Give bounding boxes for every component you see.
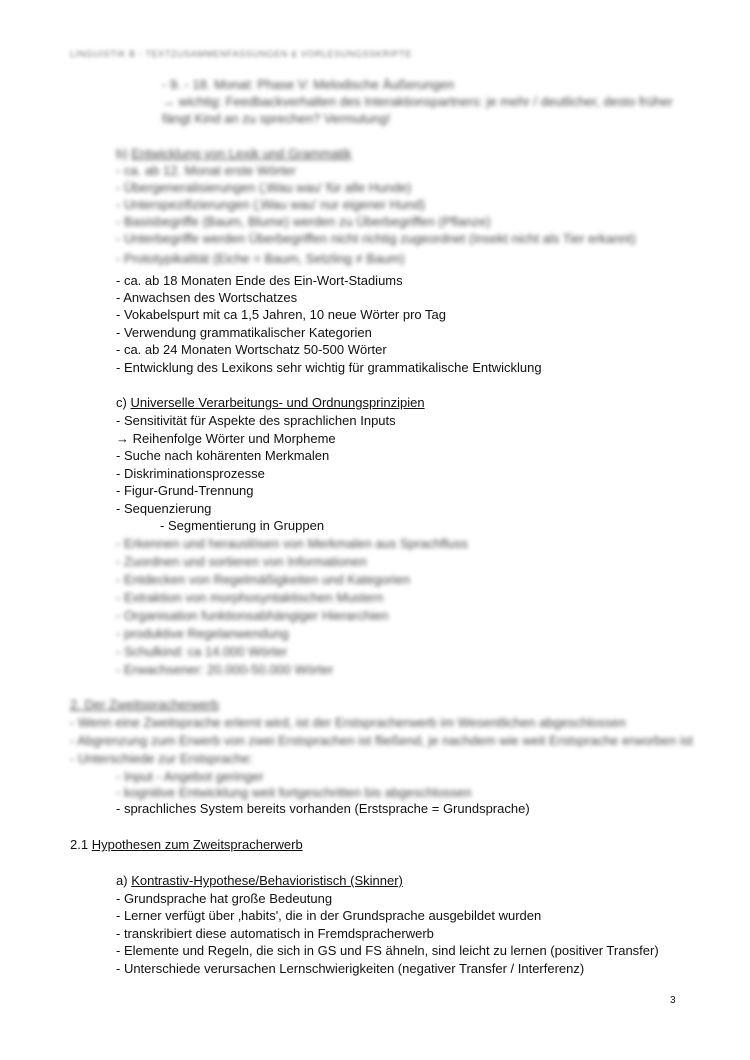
section-2-1-title: Hypothesen zum Zweitspracherwerb (91, 837, 303, 852)
section-a-heading (116, 872, 403, 889)
blurred-line: → wichtig: Feedbackverhalten des Interaktionspartners: je mehr / deutlicher, desto früher (162, 94, 673, 109)
blurred-line: - Prototypikalität (Eiche = Baum, Setzling ≠ Baum) (116, 251, 405, 266)
document-header: LINGUISTIK B - TEXTZUSAMMENFASSUNGEN & VORLESUNGSSKRIPTE (70, 49, 412, 59)
blurred-line: - Unterschiede zur Erstsprache: (70, 751, 253, 766)
list-item: - Elemente und Regeln, die sich in GS und FS ähneln, sind leicht zu lernen (positiver Transfer) (116, 943, 659, 958)
list-item: → Reihenfolge Wörter und Morpheme (116, 431, 336, 446)
section-c-title: Universelle Verarbeitungs- und Ordnungsprinzipien (130, 395, 425, 410)
list-item: - Unterschiede verursachen Lernschwierigkeiten (negativer Transfer / Interferenz) (116, 961, 585, 976)
list-item: - Entwicklung des Lexikons sehr wichtig für grammatikalische Entwicklung (116, 360, 542, 375)
blurred-line: - Entdecken von Regelmäßigkeiten und Kategorien (116, 572, 411, 587)
section-a-prefix: a) (116, 873, 128, 888)
blurred-line: - Zuordnen und sortieren von Informationen (116, 554, 367, 569)
blurred-line: - Basisbegriffe (Baum, Blume) werden zu Überbegriffen (Pflanze) (116, 214, 491, 229)
blurred-heading: 2. Der Zweitspracherwerb (70, 697, 219, 712)
blurred-line: - 9. - 18. Monat: Phase V: Melodische Äußerungen (162, 77, 455, 92)
list-item: - Lerner verfügt über ‚habits', die in der Grundsprache ausgebildet wurden (116, 908, 542, 923)
list-item: - Suche nach kohärenten Merkmalen (116, 448, 330, 463)
blurred-line: - Abgrenzung zum Erwerb von zwei Erstsprachen ist fließend, je nachdem wie weit Erstsprache erworben ist (70, 733, 693, 748)
blurred-line: - Übergeneralisierungen (‚Wau wau' für alle Hunde) (116, 180, 412, 195)
blurred-line: - Input - Angebot geringer (116, 769, 264, 784)
list-item: - transkribiert diese automatisch in Fremdspracherwerb (116, 926, 434, 941)
blurred-line: - kognitive Entwicklung weit fortgeschritten bis abgeschlossen (116, 785, 472, 800)
list-item: - ca. ab 18 Monaten Ende des Ein-Wort-Stadiums (116, 273, 403, 288)
section-2-1-heading (70, 836, 303, 853)
section-b-heading (116, 145, 352, 162)
blurred-line: - Schulkind: ca 14.000 Wörter (116, 644, 288, 659)
blurred-line: - produktive Regelanwendung (116, 626, 289, 641)
section-c-heading (116, 394, 425, 411)
list-item: - Sequenzierung (116, 501, 212, 516)
blurred-line: - Extraktion von morphosyntaktischen Mustern (116, 590, 384, 605)
list-item: - Verwendung grammatikalischer Kategorien (116, 325, 372, 340)
section-b-prefix: b) (116, 146, 128, 161)
list-item: - Vokabelspurt mit ca 1,5 Jahren, 10 neue Wörter pro Tag (116, 307, 446, 322)
page-number: 3 (670, 995, 676, 1006)
section-number: 2.1 (70, 837, 89, 852)
list-item: - Diskriminationsprozesse (116, 466, 265, 481)
list-item: - Sensitivität für Aspekte des sprachlichen Inputs (116, 413, 396, 428)
blurred-line: - Organisation funktionsabhängiger Hierarchien (116, 608, 389, 623)
section-a-title: Kontrastiv-Hypothese/Behavioristisch (Skinner) (131, 873, 403, 888)
section-c-prefix: c) (116, 395, 127, 410)
list-item: - Anwachsen des Wortschatzes (116, 290, 298, 305)
list-item: - Figur-Grund-Trennung (116, 483, 254, 498)
blurred-line: - Erkennen und herauslösen von Merkmalen aus Sprachfluss (116, 536, 468, 551)
blurred-line: fängt Kind an zu sprechen? Vermutung! (162, 111, 391, 126)
blurred-line: - Unterbegriffe werden Überbegriffen nicht richtig zugeordnet (Insekt nicht als Tier erkannt) (116, 231, 636, 246)
list-item: - Grundsprache hat große Bedeutung (116, 891, 333, 906)
section-b-title: Entwicklung von Lexik und Grammatik (131, 146, 352, 161)
list-subitem: - Segmentierung in Gruppen (160, 518, 325, 533)
list-item: - sprachliches System bereits vorhanden (Erstsprache = Grundsprache) (116, 801, 530, 816)
blurred-line: - Wenn eine Zweitsprache erlernt wird, ist der Erstspracherwerb im Wesentlichen abgeschlossen (70, 715, 626, 730)
blurred-line: - ca. ab 12. Monat erste Wörter (116, 163, 296, 178)
blurred-line: - Unterspezifizierungen (‚Wau wau' nur eigener Hund) (116, 197, 426, 212)
list-item: - ca. ab 24 Monaten Wortschatz 50-500 Wörter (116, 342, 387, 357)
blurred-line: - Erwachsener: 20.000-50.000 Wörter (116, 662, 334, 677)
